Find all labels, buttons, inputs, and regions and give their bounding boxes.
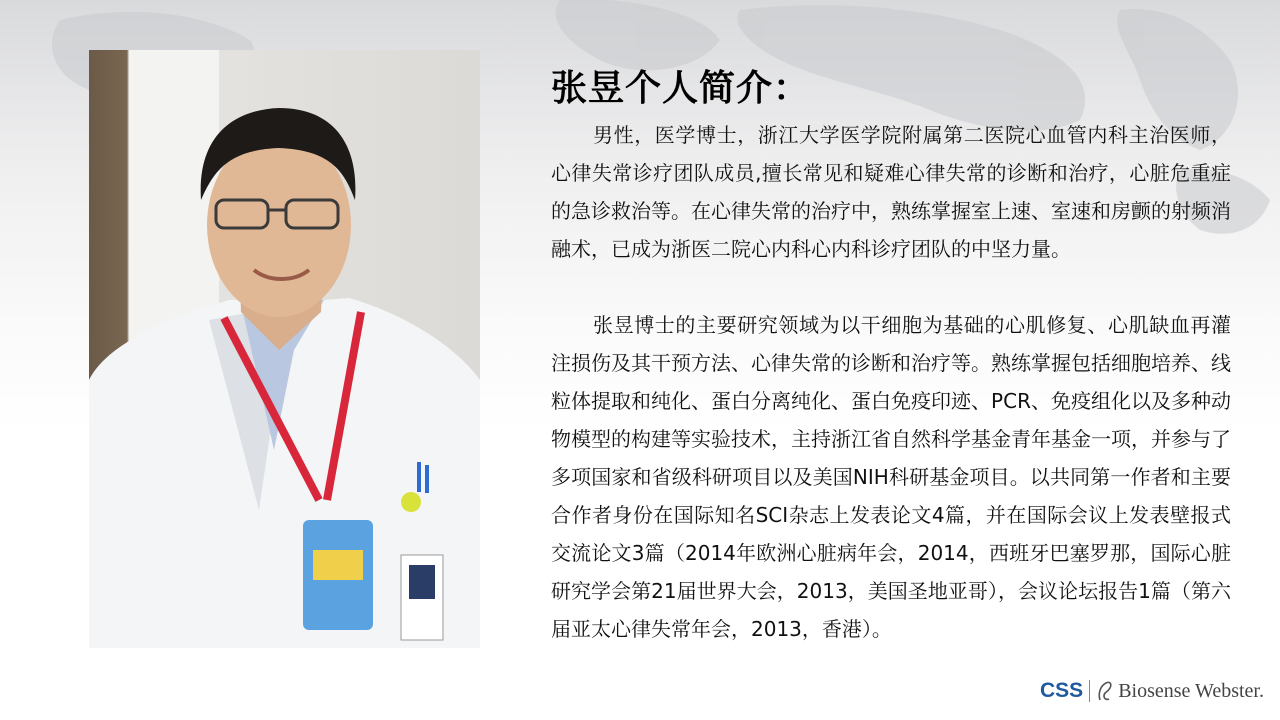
logo-divider: [1089, 680, 1090, 702]
bio-paragraph-2: 张昱博士的主要研究领域为以干细胞为基础的心肌修复、心肌缺血再灌注损伤及其干预方法、心律失常的诊断和治疗等。熟练掌握包括细胞培养、线粒体提取和纯化、蛋白分离纯化、蛋白免疫印迹、PCR、免疫组化以及多种动物模型的构建等实验技术，主持浙江省自然科学基金青年基金一项，并参与了多项国家和省级科研项目以及美国NIH科研基金项目。以共同第一作者和主要合作者身份在国际知名SCI杂志上发表论文4篇，并在国际会议上发表壁报式交流论文3篇（2014年欧洲心脏病年会，2014，西班牙巴塞罗那，国际心脏研究学会第21届世界大会，2013，美国圣地亚哥），会议论坛报告1篇（第六届亚太心律失常年会，2013，香港）。: [551, 313, 1231, 641]
biosense-webster-text: Biosense Webster.: [1118, 679, 1264, 702]
bio-paragraph-1: 男性，医学博士，浙江大学医学院附属第二医院心血管内科主治医师，心律失常诊疗团队成员,擅长常见和疑难心律失常的诊断和治疗，心脏危重症的急诊救治等。在心律失常的治疗中，熟练掌握室上速、室速和房颤的射频消融术，已成为浙医二院心内科心内科诊疗团队的中坚力量。: [551, 123, 1231, 261]
portrait-photo: [89, 50, 480, 648]
css-logo-text: CSS: [1040, 679, 1084, 702]
biosense-webster-icon: [1096, 680, 1114, 702]
slide-title: 张昱个人简介：: [551, 68, 811, 109]
sponsor-logo: [1040, 674, 1264, 708]
